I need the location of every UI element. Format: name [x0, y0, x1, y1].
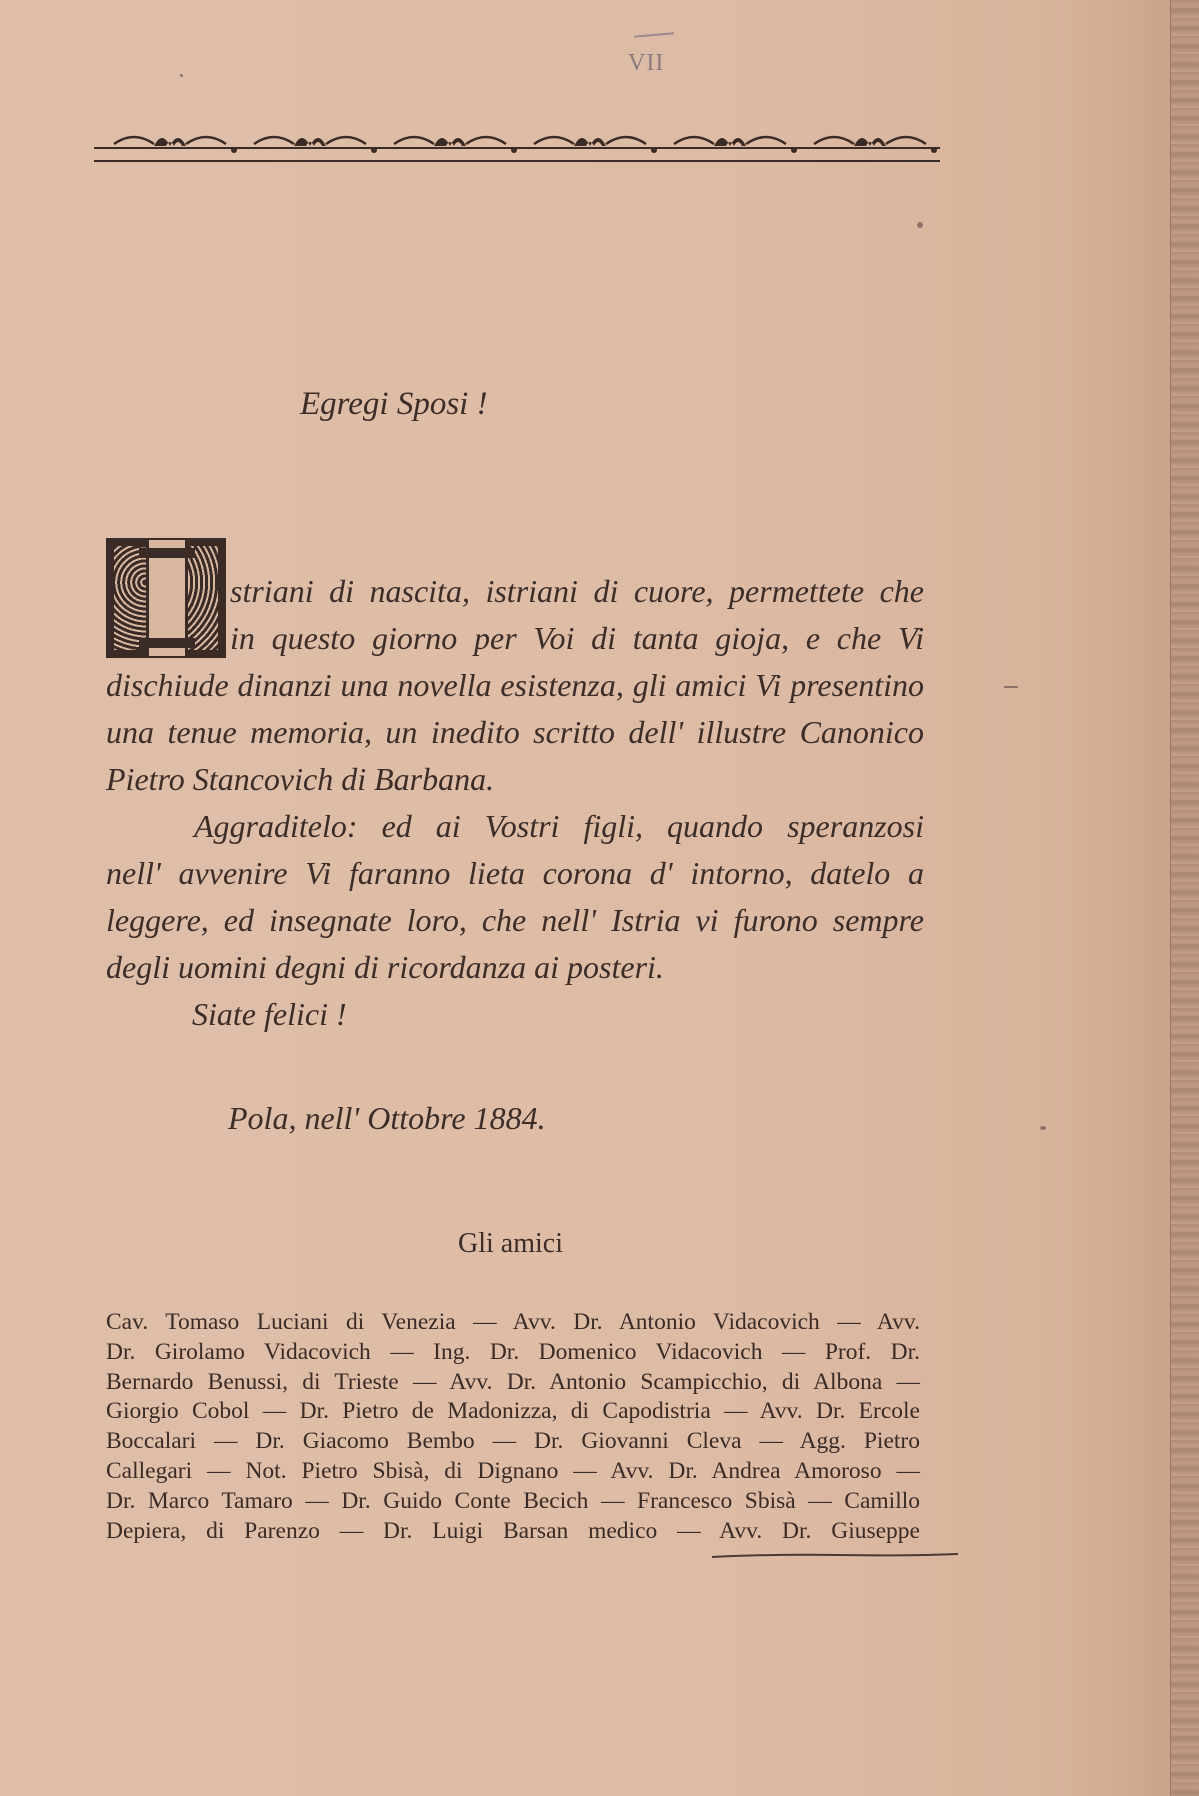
names-line: Dr. Girolamo Vidacovich — Ing. Dr. Domenico Vidacovich — Prof. Dr.	[106, 1338, 920, 1365]
fleuron-border-icon	[94, 124, 940, 166]
letter-line: Pietro Stancovich di Barbana.	[106, 761, 495, 797]
names-line: Depiera, di Parenzo — Dr. Luigi Barsan medico — Avv. Dr. Giuseppe	[106, 1517, 920, 1544]
letter-line: in questo giorno per Voi di tanta gioja, e che Vi	[230, 620, 924, 656]
letter-line: Siate felici !	[192, 996, 347, 1032]
letter-line: una tenue memoria, un inedito scritto dell' illustre Canonico	[106, 714, 924, 750]
place-date: Pola, nell' Ottobre 1884.	[228, 1100, 546, 1136]
names-line: Dr. Marco Tamaro — Dr. Guido Conte Becich — Francesco Sbisà — Camillo	[106, 1487, 920, 1514]
letter-line: dischiude dinanzi una novella esistenza, gli amici Vi presentino	[106, 667, 924, 703]
letter-line: nell' avvenire Vi faranno lieta corona d' intorno, datelo a	[106, 855, 924, 891]
dropcap-letter	[146, 540, 188, 656]
signature-title: Gli amici	[458, 1228, 563, 1259]
paper-speck	[1004, 686, 1018, 688]
greeting: Egregi Sposi !	[300, 386, 488, 422]
names-line: Cav. Tomaso Luciani di Venezia — Avv. Dr. Antonio Vidacovich — Avv.	[106, 1309, 920, 1335]
paper-speck	[917, 222, 923, 228]
letter-line: leggere, ed insegnate loro, che nell' Istria vi furono sempre	[106, 902, 924, 938]
letter-line: striani di nascita, istriani di cuore, permettete che	[230, 573, 924, 609]
page-edge	[1170, 0, 1199, 1796]
paper-speck	[180, 74, 183, 77]
names-list	[106, 1308, 920, 1546]
pencil-underline	[710, 1552, 960, 1560]
ornate-dropcap-icon	[106, 538, 226, 658]
page-number: VII	[628, 50, 688, 77]
names-line: Callegari — Not. Pietro Sbisà, di Dignano — Avv. Dr. Andrea Amoroso —	[106, 1457, 920, 1484]
names-line: Giorgio Cobol — Dr. Pietro de Madonizza, di Capodistria — Avv. Dr. Ercole	[106, 1398, 920, 1425]
letter-line: Aggraditelo: ed ai Vostri figli, quando speranzosi	[194, 808, 924, 844]
letter-line: degli uomini degni di ricordanza ai posteri.	[106, 949, 664, 985]
names-line: Bernardo Benussi, di Trieste — Avv. Dr. Antonio Scampicchio, di Albona —	[106, 1368, 920, 1395]
names-line: Boccalari — Dr. Giacomo Bembo — Dr. Giovanni Cleva — Agg. Pietro	[106, 1428, 920, 1455]
paper-speck	[1040, 1126, 1046, 1130]
